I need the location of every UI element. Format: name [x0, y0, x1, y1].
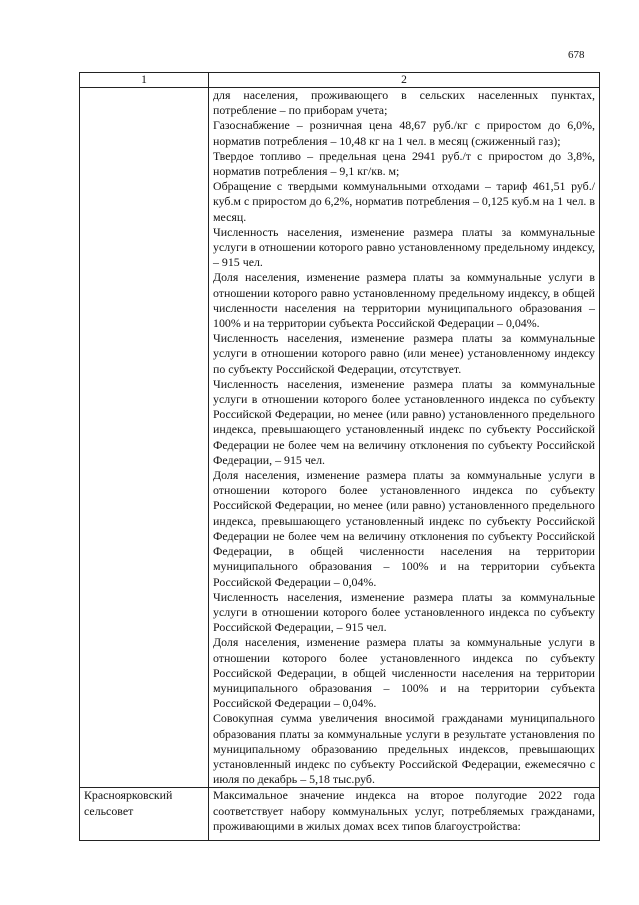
- paragraph: Максимальное значение индекса на второе полугодие 2022 года соответствует набору коммунальных услуг, потребляемых гражданами, проживающими в жилых домах всех типов благоустройства:: [213, 788, 595, 833]
- paragraph: Численность населения, изменение размера платы за коммунальные услуги в отношении которого равно установленному предельному индексу, – 915 чел.: [213, 224, 595, 270]
- municipality-cell: Красноярковский сельсовет: [80, 788, 209, 841]
- column-header-2: 2: [209, 73, 600, 88]
- paragraph: Доля населения, изменение размера платы за коммунальные услуги в отношении которого более установленного индекса по субъекту Российской Федерации, в общей численности населения на территории муниципального образования – 100% и на территории субъекта Российской Федерации – 0,04%.: [213, 635, 595, 711]
- paragraph: Обращение с твердыми коммунальными отходами – тариф 461,51 руб./куб.м с приростом до 6,2%, норматив потребления – 0,125 куб.м на 1 чел. в месяц.: [213, 179, 595, 224]
- paragraph: Численность населения, изменение размера платы за коммунальные услуги в отношении которого более установленного индекса по субъекту Российской Федерации, – 915 чел.: [213, 589, 595, 635]
- paragraph: для населения, проживающего в сельских населенных пунктах, потребление – по приборам учета;: [213, 88, 595, 118]
- page-number: 678: [568, 49, 585, 61]
- municipality-cell: [80, 88, 209, 788]
- paragraph: Совокупная сумма увеличения вносимой гражданами муниципального образования платы за коммунальные услуги в результате установления по муниципальному образованию предельных индексов, превышающих установленный индекс по субъекту Российской Федерации, ежемесячно с июля по декабрь – 5,18 тыс.руб.: [213, 711, 595, 787]
- column-header-1: 1: [80, 73, 209, 88]
- paragraph: Газоснабжение – розничная цена 48,67 руб./кг с приростом до 6,0%, норматив потребления – 10,48 кг на 1 чел. в месяц (сжиженный газ);: [213, 118, 595, 148]
- paragraph: Доля населения, изменение размера платы за коммунальные услуги в отношении которого более установленного индекса по субъекту Российской Федерации, но менее (или равно) установленного предельного индекса, превышающего установленный индекс по субъекту Российской Федерации не более чем на величину отклонения по субъекту Российской Федерации, в общей численности населения на территории муниципального образования – 100% и на территории субъекта Российской Федерации – 0,04%.: [213, 468, 595, 589]
- paragraph: Твердое топливо – предельная цена 2941 руб./т с приростом до 3,8%, норматив потребления – 9,1 кг/кв. м;: [213, 148, 595, 179]
- description-cell: [209, 88, 600, 788]
- table-row: [80, 88, 600, 788]
- table-row: [80, 788, 600, 841]
- description-cell: [209, 788, 600, 841]
- tariff-table: [79, 72, 600, 841]
- table-header-row: [80, 73, 600, 88]
- paragraph: Численность населения, изменение размера платы за коммунальные услуги в отношении которого более установленного индекса по субъекту Российской Федерации, но менее (или равно) установленного предельного индекса, превышающего установленный индекс по субъекту Российской Федерации не более чем на величину отклонения по субъекту Российской Федерации, – 915 чел.: [213, 376, 595, 467]
- paragraph: Численность населения, изменение размера платы за коммунальные услуги в отношении которого равно (или менее) установленному индексу по субъекту Российской Федерации, отсутствует.: [213, 331, 595, 376]
- paragraph: Доля населения, изменение размера платы за коммунальные услуги в отношении которого равно установленному предельному индексу, в общей численности населения на территории муниципального образования – 100% и на территории субъекта Российской Федерации – 0,04%.: [213, 270, 595, 331]
